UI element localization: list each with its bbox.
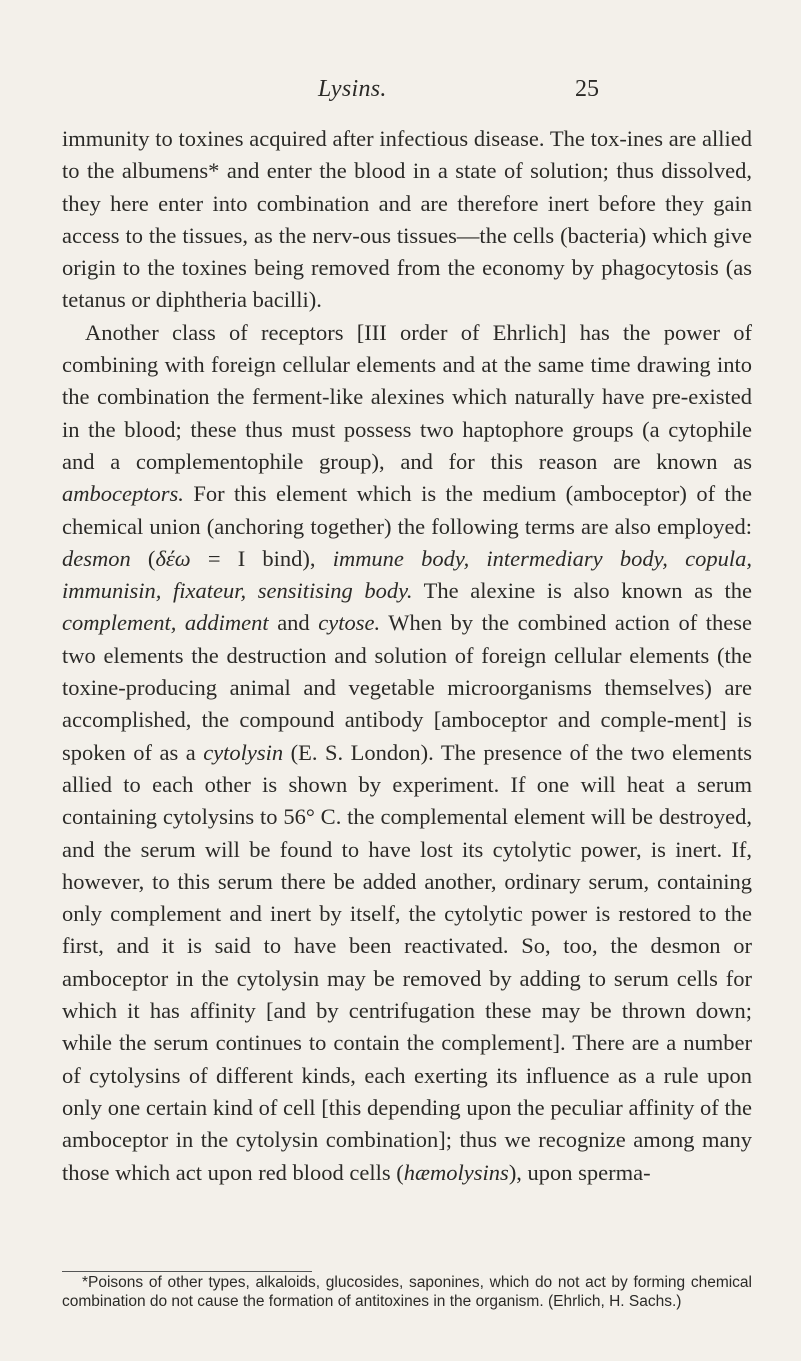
paragraph <box>62 317 752 1189</box>
footnote-rule <box>62 1271 312 1272</box>
paragraph <box>62 123 752 317</box>
text-run: The alexine is also known as the <box>412 578 752 604</box>
italic-text: desmon <box>62 545 131 571</box>
italic-text: complement, addiment <box>62 610 269 636</box>
italic-text: cytolysin <box>203 739 284 765</box>
text-run: and <box>268 610 319 636</box>
text-run: For this element which is the medium (amboceptor) of the chemical union (anchoring together) the following terms are also employed: <box>62 481 752 539</box>
italic-text: cytose. <box>318 610 381 636</box>
italic-text: δέω <box>155 545 191 571</box>
italic-text: immune body, intermediary body, copula, immunisin, fixateur, sensitising body. <box>62 545 752 604</box>
text-run: When by the combined action of these two elements the destruction and solution of foreign cellular elements (the toxine-producing animal and vegetable microorganisms themselves) are accomplished, the compound antibody [amboceptor and comple-ment] is spoken of as a <box>62 610 752 765</box>
text-run: = I bind), <box>190 545 333 571</box>
text-run: Another class of receptors [III order of Ehrlich] has the power of combining with foreign cellular elements and at the same time drawing into the combination the ferment-like alexines which naturally have pre-existed in the blood; these thus must possess two haptophore groups (a cytophile and a complementophile group), and for this reason are known as <box>62 319 752 474</box>
italic-text: hæmolysins <box>403 1159 509 1185</box>
page-number: 25 <box>575 76 599 102</box>
text-run: ), upon sperma- <box>508 1159 651 1185</box>
text-run: immunity to toxines acquired after infectious disease. The tox-ines are allied to the albumens* and enter the blood in a state of solution; thus dissolved, they here enter into combination and are therefore inert before they gain access to the tissues, as the nerv-ous tissues—the cells (bacteria) which give origin to the toxines being removed from the economy by phagocytosis (as tetanus or diphtheria bacilli). <box>62 126 752 313</box>
body-text <box>62 123 752 1189</box>
text-run: ( <box>130 545 156 571</box>
text-run: (E. S. London). The presence of the two elements allied to each other is shown by experiment. If one will heat a serum containing cytolysins to 56° C. the complemental element will be destroyed, and the serum will be found to have lost its cytolytic power, is inert. If, however, to this serum there be added another, ordinary serum, containing only complement and inert by itself, the cytolytic power is restored to the first, and it is said to have been reactivated. So, too, the desmon or amboceptor in the cytolysin may be removed by adding to serum cells for which it has affinity [and by centrifugation these may be thrown down; while the serum continues to contain the complement]. There are a number of cytolysins of different kinds, each exerting its influence as a rule upon only one certain kind of cell [this depending upon the peculiar affinity of the amboceptor in the cytolysin combination]; thus we recognize among many those which act upon red blood cells ( <box>62 739 752 1185</box>
running-head <box>0 76 801 106</box>
italic-text: amboceptors. <box>62 481 184 507</box>
running-title: Lysins. <box>318 76 387 102</box>
footnote: *Poisons of other types, alkaloids, glucosides, saponines, which do not act by forming chemical combination do not cause the formation of antitoxines in the organism. (Ehrlich, H. Sachs.) <box>62 1274 752 1310</box>
